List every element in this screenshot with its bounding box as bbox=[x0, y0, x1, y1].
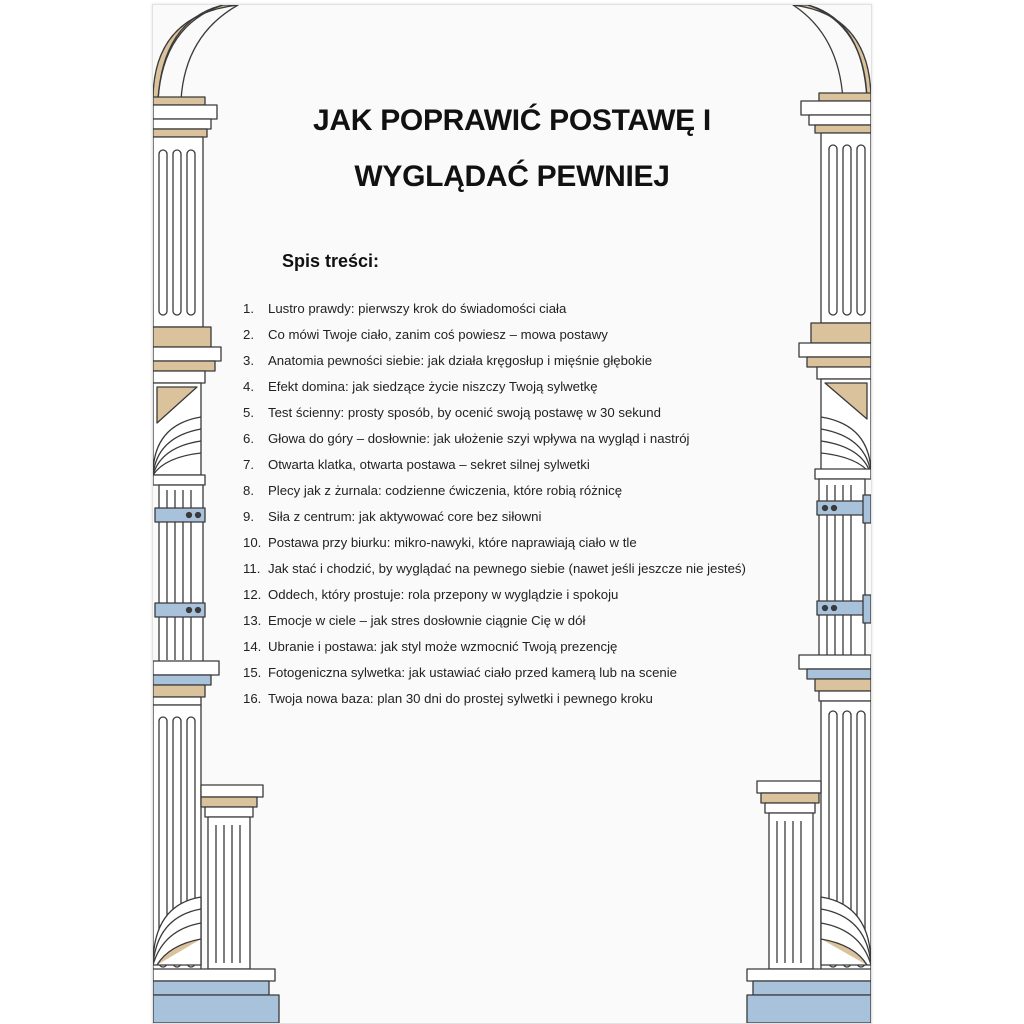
toc-item-number: 9. bbox=[243, 509, 254, 524]
toc-item-number: 16. bbox=[243, 691, 262, 706]
toc-item bbox=[243, 478, 746, 504]
toc-item-number: 10. bbox=[243, 535, 262, 550]
toc-item-text: Co mówi Twoje ciało, zanim coś powiesz – mowa postawy bbox=[268, 327, 608, 342]
toc-item bbox=[243, 348, 746, 374]
toc-item-text: Głowa do góry – dosłownie: jak ułożenie szyi wpływa na wygląd i nastrój bbox=[268, 431, 690, 446]
toc-item-number: 2. bbox=[243, 327, 254, 342]
toc-item bbox=[243, 452, 746, 478]
document-title-line-1: JAK POPRAWIĆ POSTAWĘ I bbox=[313, 104, 711, 137]
toc-item-number: 14. bbox=[243, 639, 262, 654]
toc-item-text: Twoja nowa baza: plan 30 dni do prostej sylwetki i pewnego kroku bbox=[268, 691, 653, 706]
toc-item bbox=[243, 400, 746, 426]
toc-heading: Spis treści: bbox=[282, 251, 380, 271]
toc-item-text: Lustro prawdy: pierwszy krok do świadomości ciała bbox=[268, 301, 567, 316]
toc-item-number: 15. bbox=[243, 665, 262, 680]
toc-item-number: 11. bbox=[243, 561, 261, 576]
toc-item-text: Emocje w ciele – jak stres dosłownie ciągnie Cię w dół bbox=[268, 613, 586, 628]
toc-item bbox=[243, 686, 746, 712]
toc-item-number: 7. bbox=[243, 457, 254, 472]
document-page bbox=[152, 4, 872, 1024]
toc-item-number: 5. bbox=[243, 405, 254, 420]
toc-item-text: Anatomia pewności siebie: jak działa kręgosłup i mięśnie głębokie bbox=[268, 353, 653, 368]
toc-item bbox=[243, 608, 746, 634]
toc-item bbox=[243, 634, 746, 660]
toc-item-text: Postawa przy biurku: mikro-nawyki, które naprawiają ciało w tle bbox=[268, 535, 637, 550]
toc-item-text: Ubranie i postawa: jak styl może wzmocnić Twoją prezencję bbox=[268, 639, 618, 654]
toc-item-number: 12. bbox=[243, 587, 262, 602]
toc-item-text: Oddech, który prostuje: rola przepony w wyglądzie i spokoju bbox=[268, 587, 619, 602]
toc-item-number: 1. bbox=[243, 301, 254, 316]
toc-item-text: Test ścienny: prosty sposób, by ocenić swoją postawę w 30 sekund bbox=[268, 405, 661, 420]
toc-item bbox=[243, 582, 746, 608]
toc-item-number: 13. bbox=[243, 613, 262, 628]
toc-item-text: Jak stać i chodzić, by wyglądać na pewnego siebie (nawet jeśli jeszcze nie jesteś) bbox=[268, 561, 746, 576]
toc-item-text: Siła z centrum: jak aktywować core bez siłowni bbox=[268, 509, 542, 524]
toc-item bbox=[243, 660, 746, 686]
document-title bbox=[153, 93, 871, 205]
toc-item-text: Efekt domina: jak siedzące życie niszczy Twoją sylwetkę bbox=[268, 379, 598, 394]
toc-item-text: Fotogeniczna sylwetka: jak ustawiać ciało przed kamerą lub na scenie bbox=[268, 665, 678, 680]
toc-item bbox=[243, 530, 746, 556]
toc-item bbox=[243, 504, 746, 530]
toc-item bbox=[243, 322, 746, 348]
toc-item bbox=[243, 426, 746, 452]
toc-item bbox=[243, 296, 746, 322]
toc-item-number: 6. bbox=[243, 431, 254, 446]
toc-item-number: 3. bbox=[243, 353, 254, 368]
toc-item-text: Otwarta klatka, otwarta postawa – sekret silnej sylwetki bbox=[268, 457, 590, 472]
table-of-contents bbox=[243, 296, 746, 712]
toc-item-number: 8. bbox=[243, 483, 254, 498]
toc-item-number: 4. bbox=[243, 379, 254, 394]
toc-item bbox=[243, 374, 746, 400]
toc-item-text: Plecy jak z żurnala: codzienne ćwiczenia, które robią różnicę bbox=[268, 483, 623, 498]
document-title-line-2: WYGLĄDAĆ PEWNIEJ bbox=[354, 160, 670, 193]
toc-item bbox=[243, 556, 746, 582]
